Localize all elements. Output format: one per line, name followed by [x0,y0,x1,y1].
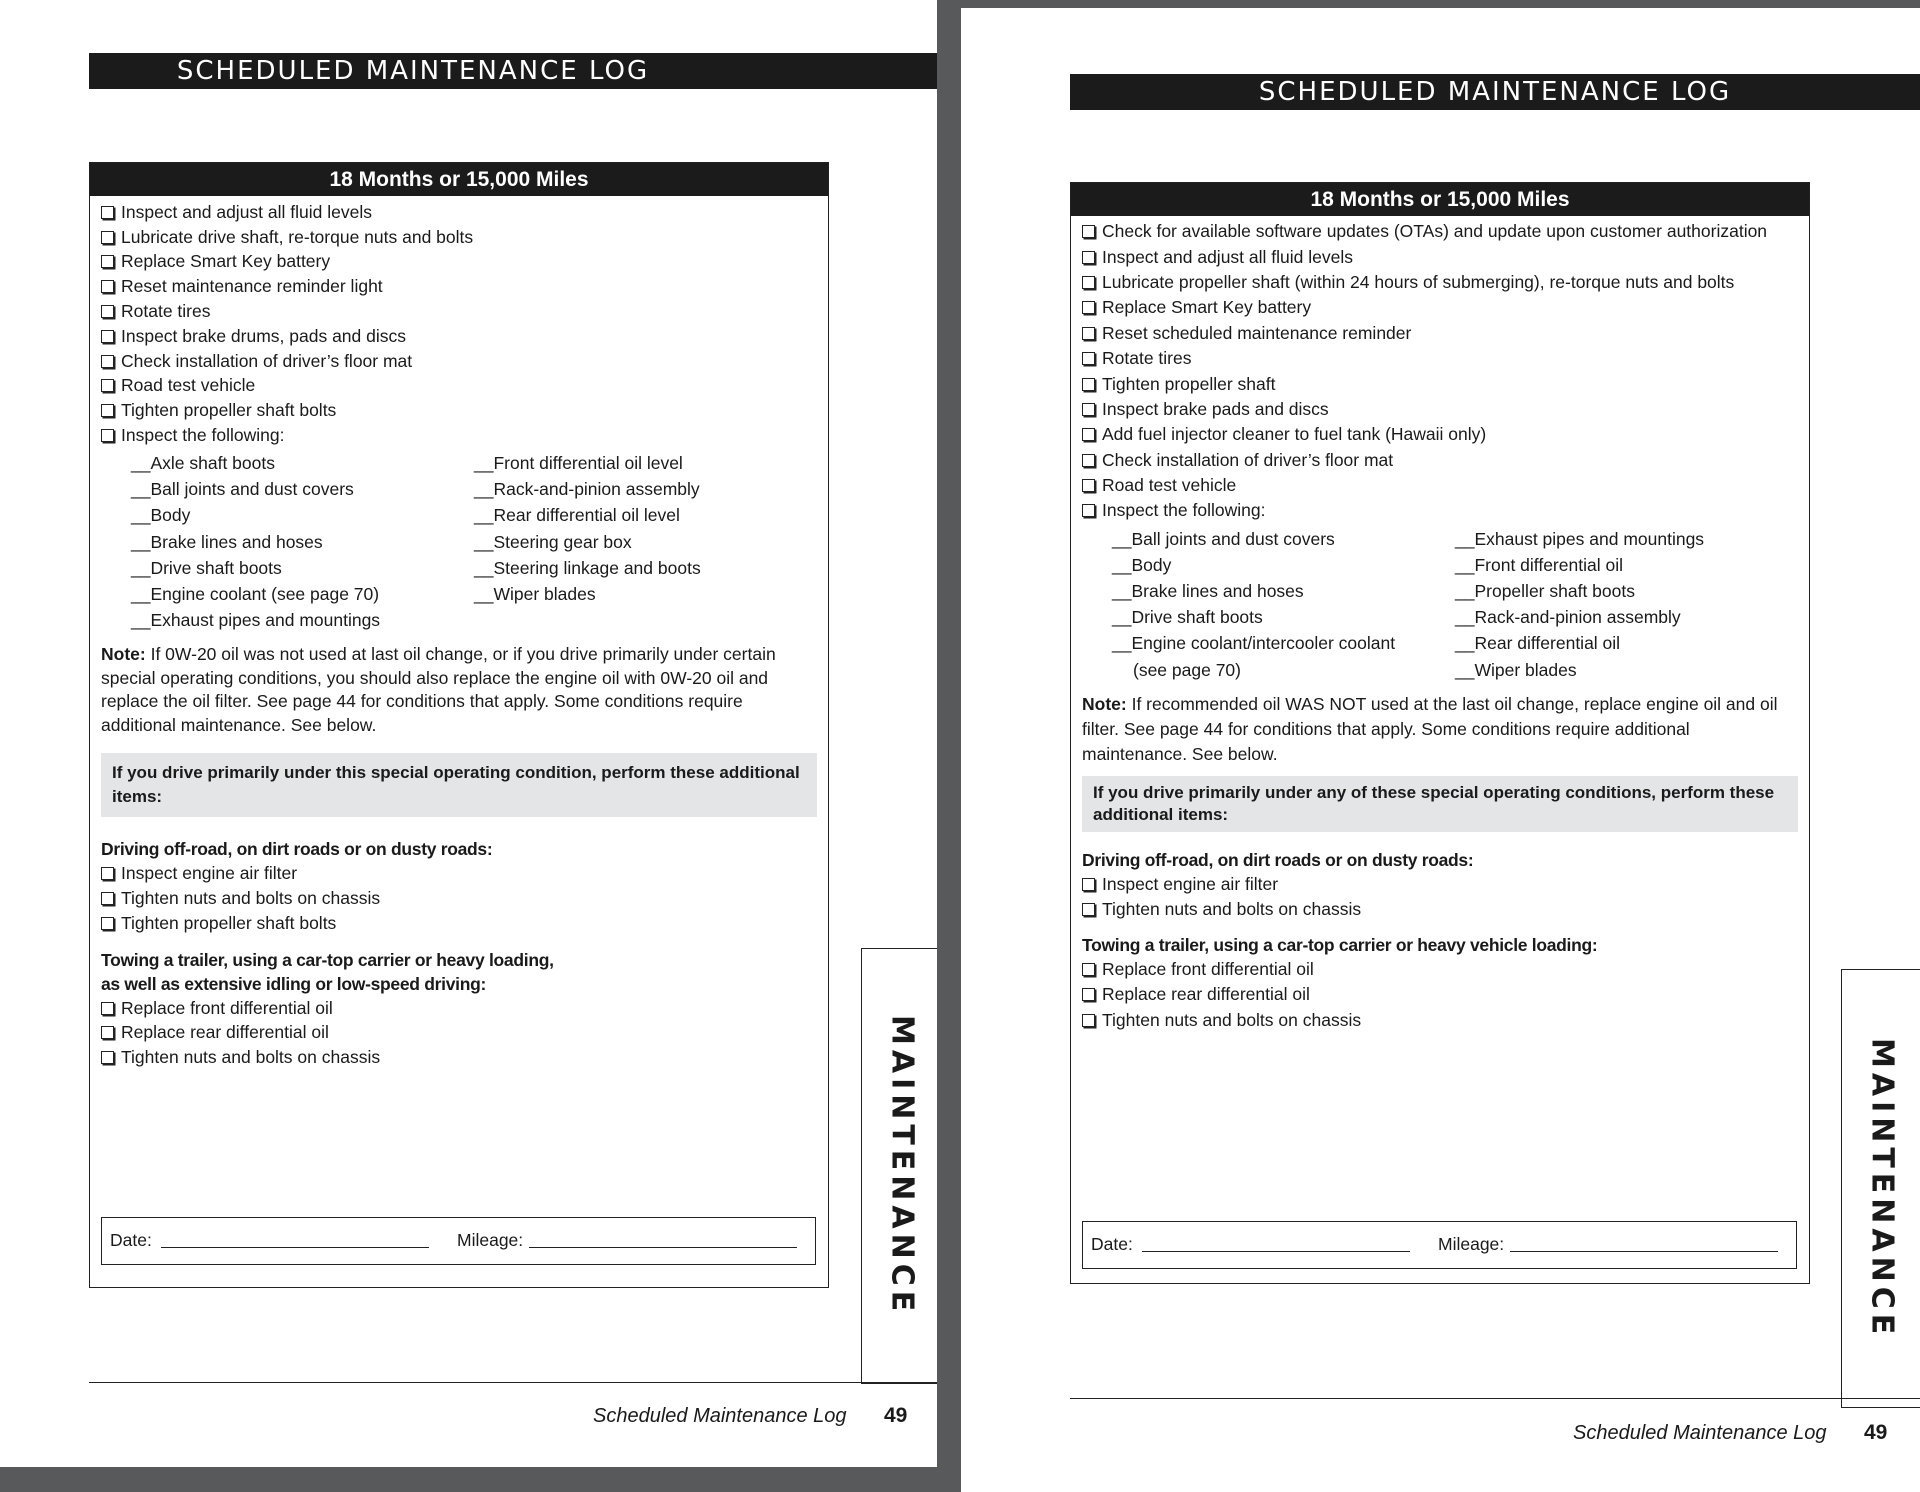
checklist-item[interactable]: Rotate tires [101,299,817,324]
inspect-item: __Brake lines and hoses [131,531,323,552]
inspect-item: __Drive shaft boots [1112,607,1263,628]
checklist-item[interactable]: Check installation of driver’s floor mat [101,349,817,374]
date-mileage-box [101,1217,816,1265]
footer-divider [1070,1398,1920,1399]
footer-title: Scheduled Maintenance Log [1573,1422,1827,1444]
checklist-item[interactable]: Replace Smart Key battery [1082,295,1798,320]
note [101,643,817,737]
checklist-item[interactable]: Tighten propeller shaft bolts [101,398,817,423]
note [1082,692,1798,767]
checkbox-icon[interactable] [101,206,114,219]
inspect-item: __Wiper blades [474,583,596,604]
checklist-item[interactable]: Road test vehicle [101,374,817,399]
checklist-item[interactable]: Replace front differential oil [1082,957,1798,982]
page-number: 49 [1864,1421,1888,1444]
checkbox-icon[interactable] [1082,378,1095,391]
checkbox-icon[interactable] [101,404,114,417]
date-label: Date: [1091,1234,1133,1254]
page-number: 49 [884,1404,908,1427]
checklist-item[interactable]: Replace rear differential oil [1082,982,1798,1007]
checklist-item[interactable]: Rotate tires [1082,346,1798,371]
checklist-item[interactable]: Replace front differential oil [101,996,817,1021]
inspect-item: __Rack-and-pinion assembly [1455,607,1681,628]
special-conditions-callout: If you drive primarily under this special operating condition, perform these additional items: [101,753,817,817]
checkbox-icon[interactable] [101,330,114,343]
checkbox-icon[interactable] [1082,1014,1095,1027]
checkbox-icon[interactable] [101,379,114,392]
checklist-item[interactable]: Tighten nuts and bolts on chassis [1082,897,1798,922]
checkbox-icon[interactable] [1082,903,1095,916]
footer-divider [89,1382,937,1383]
checklist-item[interactable]: Lubricate propeller shaft (within 24 hours of submerging), re-torque nuts and bolts [1082,270,1798,295]
checklist-item[interactable]: Replace Smart Key battery [101,250,817,275]
tab-label: MAINTENANCE [1864,1037,1900,1340]
checklist-item[interactable]: Replace rear differential oil [101,1020,817,1045]
inspect-list [1112,526,1798,683]
maintenance-box [1070,182,1810,1284]
maintenance-box [89,162,829,1288]
checkbox-icon[interactable] [101,892,114,905]
date-label: Date: [110,1230,152,1250]
mileage-field[interactable] [529,1247,797,1248]
checkbox-icon[interactable] [101,280,114,293]
inspect-item: __Exhaust pipes and mountings [131,610,381,631]
checkbox-icon[interactable] [1082,988,1095,1001]
checkbox-icon[interactable] [101,917,114,930]
inspect-item: __Steering linkage and boots [474,557,701,578]
interval-title: 18 Months or 15,000 Miles [90,163,828,196]
checkbox-icon[interactable] [1082,403,1095,416]
section-tab [1841,969,1920,1408]
checklist-item[interactable]: Inspect brake pads and discs [1082,397,1798,422]
checklist-item[interactable]: Inspect and adjust all fluid levels [101,200,817,225]
checklist-item[interactable]: Lubricate drive shaft, re-torque nuts and bolts [101,225,817,250]
checklist-item[interactable]: Inspect engine air filter [101,861,817,886]
checklist-item[interactable]: Tighten propeller shaft [1082,371,1798,396]
inspect-item: __Steering gear box [474,531,632,552]
checklist-item[interactable]: Reset maintenance reminder light [101,274,817,299]
inspect-item: __Brake lines and hoses [1112,581,1304,602]
inspect-item: __Rear differential oil [1455,633,1621,654]
checklist-item[interactable]: Inspect brake drums, pads and discs [101,324,817,349]
checklist-item[interactable]: Tighten propeller shaft bolts [101,911,817,936]
inspect-item: (see page 70) [1133,659,1241,680]
checklist-item[interactable]: Inspect engine air filter [1082,872,1798,897]
right-page [961,8,1920,1492]
checklist-item[interactable]: Check installation of driver’s floor mat [1082,448,1798,473]
tab-label: MAINTENANCE [884,1015,920,1317]
checklist-item[interactable]: Inspect the following: [101,423,817,448]
section-tab [861,948,937,1384]
checkbox-icon[interactable] [1082,878,1095,891]
section-heading: Driving off-road, on dirt roads or on dusty roads: [1082,849,1474,870]
checkbox-icon[interactable] [1082,225,1095,238]
checkbox-icon[interactable] [101,867,114,880]
checklist-item[interactable]: Check for available software updates (OTAs) and update upon customer authorization [1082,219,1798,244]
date-field[interactable] [161,1247,429,1248]
inspect-item: __Body [1112,554,1172,575]
interval-title: 18 Months or 15,000 Miles [1071,183,1809,216]
special-conditions-callout: If you drive primarily under any of these special operating conditions, perform these additional items: [1082,776,1798,832]
page-header: SCHEDULED MAINTENANCE LOG [1070,74,1920,110]
checkbox-icon[interactable] [1082,327,1095,340]
inspect-item: __Rear differential oil level [474,505,680,526]
checklist-item[interactable]: Inspect and adjust all fluid levels [1082,244,1798,269]
checkbox-icon[interactable] [1082,479,1095,492]
mileage-field[interactable] [1510,1251,1778,1252]
date-field[interactable] [1142,1251,1410,1252]
checklist-item[interactable]: Reset scheduled maintenance reminder [1082,321,1798,346]
note-label: Note: [1082,693,1127,714]
note-label: Note: [101,644,146,665]
inspect-item: __Wiper blades [1455,659,1577,680]
date-mileage-box [1082,1221,1797,1269]
checkbox-icon[interactable] [101,305,114,318]
checkbox-icon[interactable] [101,355,114,368]
inspect-item: __Body [131,505,191,526]
inspect-item: __Drive shaft boots [131,557,282,578]
checkbox-icon[interactable] [101,1002,114,1015]
inspect-item: __Front differential oil [1455,554,1623,575]
mileage-label: Mileage: [457,1230,524,1250]
checklist [1082,219,1798,524]
note-text: If recommended oil WAS NOT used at the last oil change, replace engine oil and oil filter. See page 44 for conditions that apply. Some conditions require additional maintenance. See below. [1082,693,1778,764]
checklist-item[interactable]: Add fuel injector cleaner to fuel tank (Hawaii only) [1082,422,1798,447]
footer-title: Scheduled Maintenance Log [593,1405,847,1427]
checkbox-icon[interactable] [1082,276,1095,289]
inspect-item: __Rack-and-pinion assembly [474,479,700,500]
inspect-item: __Ball joints and dust covers [131,479,354,500]
mileage-label: Mileage: [1438,1234,1505,1254]
inspect-item: __Ball joints and dust covers [1112,528,1335,549]
section-heading: Driving off-road, on dirt roads or on dusty roads: [101,839,493,860]
inspect-item: __Front differential oil level [474,452,683,473]
inspect-item: __Engine coolant (see page 70) [131,583,380,604]
checklist-item[interactable]: Inspect the following: [1082,498,1798,523]
page-header: SCHEDULED MAINTENANCE LOG [89,53,937,89]
checkbox-icon[interactable] [1082,504,1095,517]
checkbox-icon[interactable] [101,1051,114,1064]
checkbox-icon[interactable] [1082,454,1095,467]
checkbox-icon[interactable] [1082,428,1095,441]
checkbox-icon[interactable] [1082,301,1095,314]
checkbox-icon[interactable] [1082,963,1095,976]
left-page [0,0,937,1467]
section-heading: Towing a trailer, using a car-top carrier or heavy vehicle loading: [1082,934,1598,955]
checkbox-icon[interactable] [1082,352,1095,365]
checkbox-icon[interactable] [101,231,114,244]
inspect-item: __Propeller shaft boots [1455,581,1635,602]
checkbox-icon[interactable] [1082,251,1095,264]
inspect-item: __Engine coolant/intercooler coolant [1112,633,1396,654]
inspect-item: __Axle shaft boots [131,452,275,473]
inspect-item: __Exhaust pipes and mountings [1455,528,1705,549]
inspect-list [131,450,817,633]
checkbox-icon[interactable] [101,1026,114,1039]
checkbox-icon[interactable] [101,255,114,268]
checklist-item[interactable]: Tighten nuts and bolts on chassis [101,886,817,911]
checklist [101,200,817,448]
checklist-item[interactable]: Tighten nuts and bolts on chassis [101,1045,817,1070]
checklist-item[interactable]: Road test vehicle [1082,473,1798,498]
checklist-item[interactable]: Tighten nuts and bolts on chassis [1082,1007,1798,1032]
section-heading: Towing a trailer, using a car-top carrier or heavy loading, as well as extensive idling or low-speed driving: [101,949,554,994]
checkbox-icon[interactable] [101,429,114,442]
note-text: If 0W-20 oil was not used at last oil change, or if you drive primarily under certain special operating conditions, you should also replace the engine oil with 0W-20 oil and replace the oil filter. See page 44 for conditions that apply. Some conditions require additional maintenance. See below. [101,644,776,735]
